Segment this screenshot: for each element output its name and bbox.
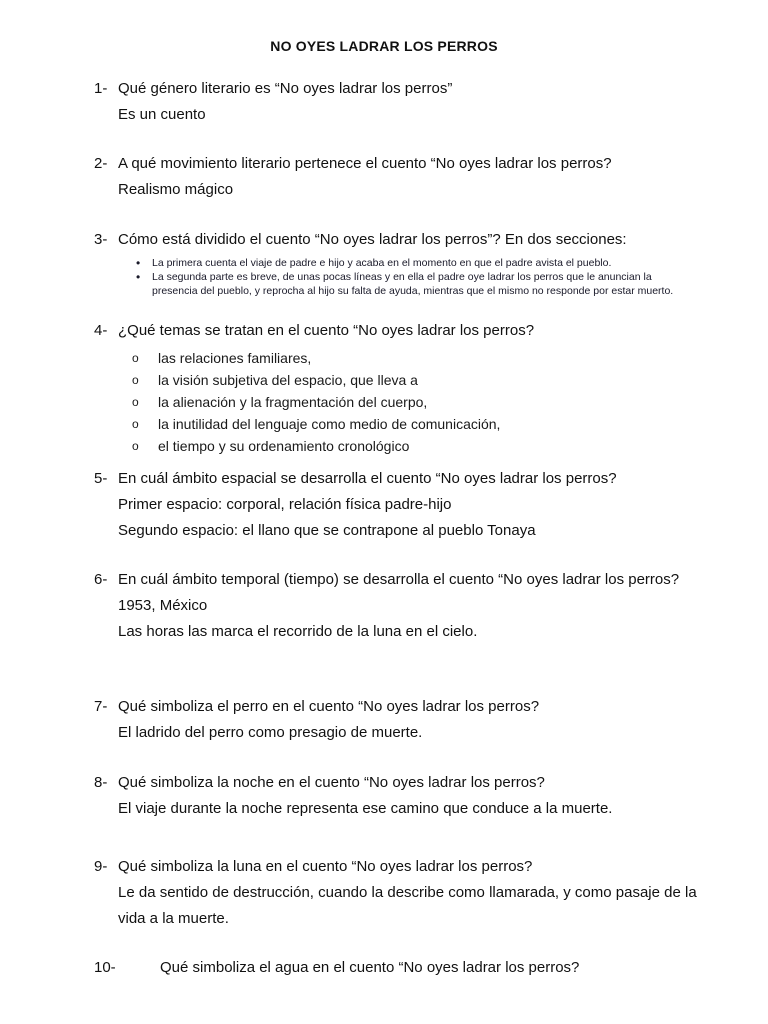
question-number: 5- bbox=[94, 470, 108, 487]
list-item: o el tiempo y su ordenamiento cronológico bbox=[132, 435, 652, 457]
question-3 bbox=[94, 227, 728, 253]
question-number: 4- bbox=[94, 322, 108, 339]
question-5 bbox=[94, 466, 728, 544]
answer-line: Segundo espacio: el llano que se contrapone al pueblo Tonaya bbox=[118, 522, 536, 539]
question-number: 2- bbox=[94, 155, 108, 172]
answer-line: El viaje durante la noche representa ese camino que conduce a la muerte. bbox=[118, 800, 613, 817]
question-text: Qué género literario es “No oyes ladrar los perros” bbox=[118, 80, 453, 97]
circle-bullet-icon: o bbox=[132, 439, 139, 453]
question-text: Qué simboliza el agua en el cuento “No oyes ladrar los perros? bbox=[160, 959, 580, 976]
answer-line: Primer espacio: corporal, relación física padre-hijo bbox=[118, 496, 452, 513]
question-number: 6- bbox=[94, 571, 108, 588]
question-6 bbox=[94, 567, 728, 645]
list-item: o la inutilidad del lenguaje como medio de comunicación, bbox=[132, 413, 652, 435]
section-list bbox=[136, 256, 696, 298]
answer-line: El ladrido del perro como presagio de muerte. bbox=[118, 724, 423, 741]
question-number: 8- bbox=[94, 774, 108, 791]
list-item: o la alienación y la fragmentación del cuerpo, bbox=[132, 391, 652, 413]
question-7 bbox=[94, 694, 728, 746]
question-2 bbox=[94, 151, 728, 203]
question-number: 9- bbox=[94, 858, 108, 875]
circle-bullet-icon: o bbox=[132, 417, 139, 431]
question-text: Qué simboliza la noche en el cuento “No oyes ladrar los perros? bbox=[118, 774, 545, 791]
page-title: NO OYES LADRAR LOS PERROS bbox=[270, 38, 498, 54]
circle-bullet-icon: o bbox=[132, 373, 139, 387]
answer-line: 1953, México bbox=[118, 597, 208, 614]
question-text: A qué movimiento literario pertenece el cuento “No oyes ladrar los perros? bbox=[118, 155, 612, 172]
question-number: 10- bbox=[94, 959, 116, 976]
list-item: • La primera cuenta el viaje de padre e hijo y acaba en el momento en que el padre avista el pueblo. bbox=[136, 256, 696, 270]
list-item: o las relaciones familiares, bbox=[132, 347, 652, 369]
answer-line: Le da sentido de destrucción, cuando la describe como llamarada, y como pasaje de la vida a la muerte. bbox=[118, 884, 697, 927]
question-text: En cuál ámbito temporal (tiempo) se desarrolla el cuento “No oyes ladrar los perros? bbox=[118, 571, 680, 588]
list-item: • La segunda parte es breve, de unas pocas líneas y en ella el padre oye ladrar los perros que le anuncian la presencia del pueblo, y reprocha al hijo su falta de ayuda, mientras que el mismo no responde por estar muerto. bbox=[136, 270, 696, 298]
question-number: 1- bbox=[94, 80, 108, 97]
question-8 bbox=[94, 770, 728, 822]
circle-bullet-icon: o bbox=[132, 351, 139, 365]
question-text: Qué simboliza la luna en el cuento “No oyes ladrar los perros? bbox=[118, 858, 533, 875]
themes-list bbox=[132, 347, 652, 457]
question-number: 3- bbox=[94, 231, 108, 248]
circle-bullet-icon: o bbox=[132, 395, 139, 409]
answer-line: Las horas las marca el recorrido de la luna en el cielo. bbox=[118, 623, 478, 640]
question-10 bbox=[94, 955, 728, 981]
question-9 bbox=[94, 854, 728, 932]
question-text: Qué simboliza el perro en el cuento “No oyes ladrar los perros? bbox=[118, 698, 540, 715]
question-1 bbox=[94, 76, 728, 128]
question-text: En cuál ámbito espacial se desarrolla el cuento “No oyes ladrar los perros? bbox=[118, 470, 617, 487]
answer-line: Es un cuento bbox=[118, 106, 206, 123]
question-4 bbox=[94, 318, 728, 344]
question-text: ¿Qué temas se tratan en el cuento “No oyes ladrar los perros? bbox=[118, 322, 535, 339]
question-number: 7- bbox=[94, 698, 108, 715]
answer-line: Realismo mágico bbox=[118, 181, 234, 198]
question-text: Cómo está dividido el cuento “No oyes ladrar los perros”? En dos secciones: bbox=[118, 231, 627, 248]
list-item: o la visión subjetiva del espacio, que lleva a bbox=[132, 369, 652, 391]
